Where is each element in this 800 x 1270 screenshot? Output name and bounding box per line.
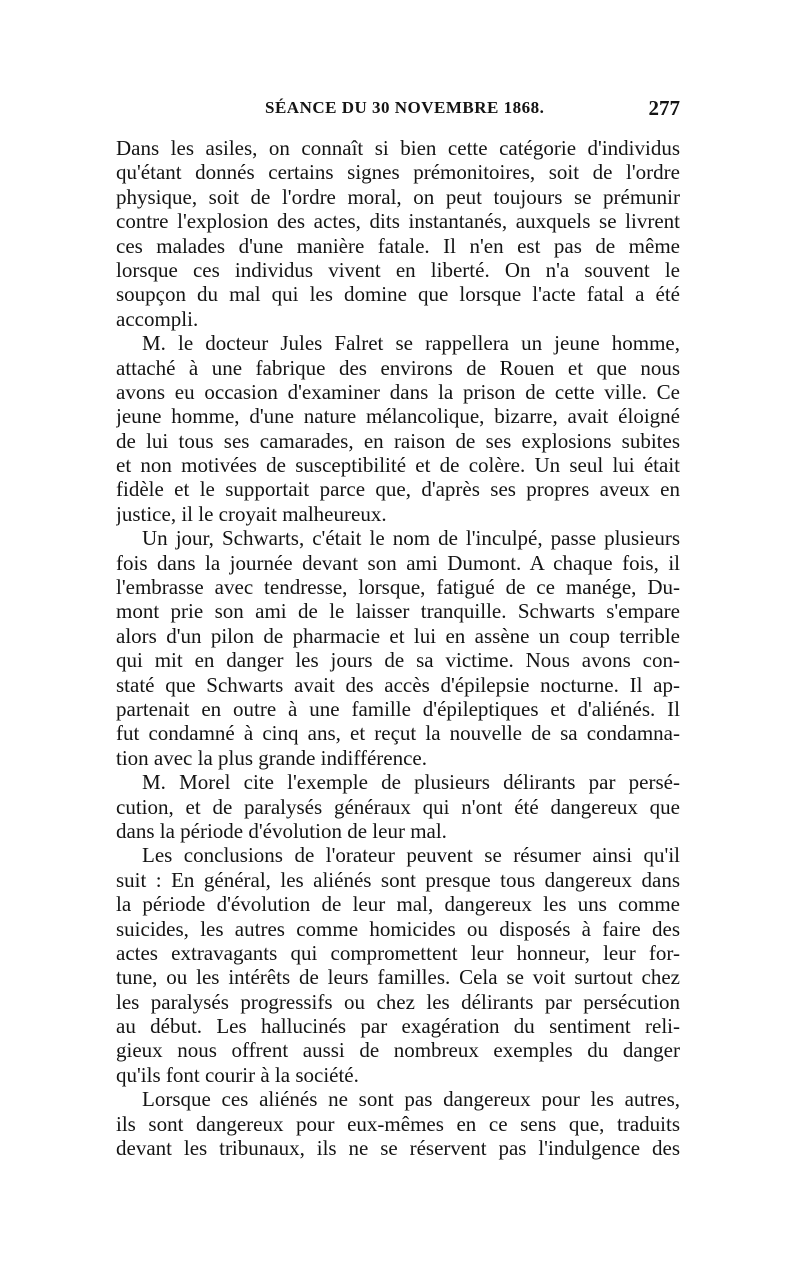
text-line: staté que Schwarts avait des accès d'épilepsie nocturne. Il ap- (116, 672, 680, 697)
text-line: avons eu occasion d'examiner dans la prison de cette ville. Ce (116, 379, 680, 404)
text-line: jeune homme, d'une nature mélancolique, bizarre, avait éloigné (116, 404, 680, 429)
page-number: 277 (648, 96, 680, 120)
text-line: les paralysés progressifs ou chez les délirants par persécution (116, 989, 680, 1014)
text-line: et non motivées de susceptibilité et de colère. Un seul lui était (116, 453, 680, 478)
text-line: partenait en outre à une famille d'épileptiques et d'aliénés. Il (116, 696, 680, 721)
text-line: physique, soit de l'ordre moral, on peut toujours se prémunir (116, 184, 680, 209)
text-line: accompli. (116, 306, 199, 331)
text-line: contre l'explosion des actes, dits instantanés, auxquels se livrent (116, 209, 680, 234)
text-line: cution, et de paralysés généraux qui n'ont été dangereux que (116, 794, 680, 819)
text-line: au début. Les hallucinés par exagération du sentiment reli- (116, 1014, 680, 1039)
body-text (116, 136, 680, 1160)
text-line: alors d'un pilon de pharmacie et lui en assène un coup terrible (116, 623, 680, 648)
text-line: tion avec la plus grande indifférence. (116, 745, 427, 770)
text-line: fidèle et le supportait parce que, d'après ses propres aveux en (116, 477, 680, 502)
text-line: mont prie son ami de le laisser tranquille. Schwarts s'empare (116, 599, 680, 624)
text-line: justice, il le croyait malheureux. (116, 501, 387, 526)
text-line: suit : En général, les aliénés sont presque tous dangereux dans (116, 867, 680, 892)
text-line: soupçon du mal qui les domine que lorsque l'acte fatal a été (116, 282, 680, 307)
text-line: dans la période d'évolution de leur mal. (116, 818, 447, 843)
running-title: SÉANCE DU 30 NOVEMBRE 1868. (265, 98, 545, 117)
text-line: qu'ils font courir à la société. (116, 1062, 359, 1087)
text-line: M. le docteur Jules Falret se rappellera un jeune homme, (142, 331, 680, 356)
text-line: Lorsque ces aliénés ne sont pas dangereux pour les autres, (142, 1087, 680, 1112)
text-line: lorsque ces individus vivent en liberté. On n'a souvent le (116, 257, 680, 282)
text-line: qu'étant donnés certains signes prémonitoires, soit de l'ordre (116, 160, 680, 185)
text-line: la période d'évolution de leur mal, dangereux les uns comme (116, 892, 680, 917)
text-line: qui mit en danger les jours de sa victime. Nous avons con- (116, 648, 680, 673)
text-line: gieux nous offrent aussi de nombreux exemples du danger (116, 1038, 680, 1063)
text-line: attaché à une fabrique des environs de Rouen et que nous (116, 355, 680, 380)
text-line: ils sont dangereux pour eux-mêmes en ce sens que, traduits (116, 1111, 680, 1136)
text-line: de lui tous ses camarades, en raison de ses explosions subites (116, 428, 680, 453)
text-line: actes extravagants qui compromettent leur honneur, leur for- (116, 940, 680, 965)
text-line: Dans les asiles, on connaît si bien cette catégorie d'individus (116, 136, 680, 160)
text-line: l'embrasse avec tendresse, lorsque, fatigué de ce manége, Du- (116, 575, 680, 600)
page-header (115, 98, 680, 128)
text-line: ces malades d'une manière fatale. Il n'en est pas de même (116, 233, 680, 258)
text-line: fois dans la journée devant son ami Dumont. A chaque fois, il (116, 550, 680, 575)
text-line: Les conclusions de l'orateur peuvent se résumer ainsi qu'il (142, 843, 680, 868)
text-line: suicides, les autres comme homicides ou disposés à faire des (116, 916, 680, 941)
text-line: M. Morel cite l'exemple de plusieurs délirants par persé- (142, 770, 680, 795)
text-line: devant les tribunaux, ils ne se réservent pas l'indulgence des (116, 1136, 680, 1161)
text-line: fut condamné à cinq ans, et reçut la nouvelle de sa condamna- (116, 721, 680, 746)
text-line: Un jour, Schwarts, c'était le nom de l'inculpé, passe plusieurs (142, 526, 680, 551)
text-line: tune, ou les intérêts de leurs familles. Cela se voit surtout chez (116, 965, 680, 990)
